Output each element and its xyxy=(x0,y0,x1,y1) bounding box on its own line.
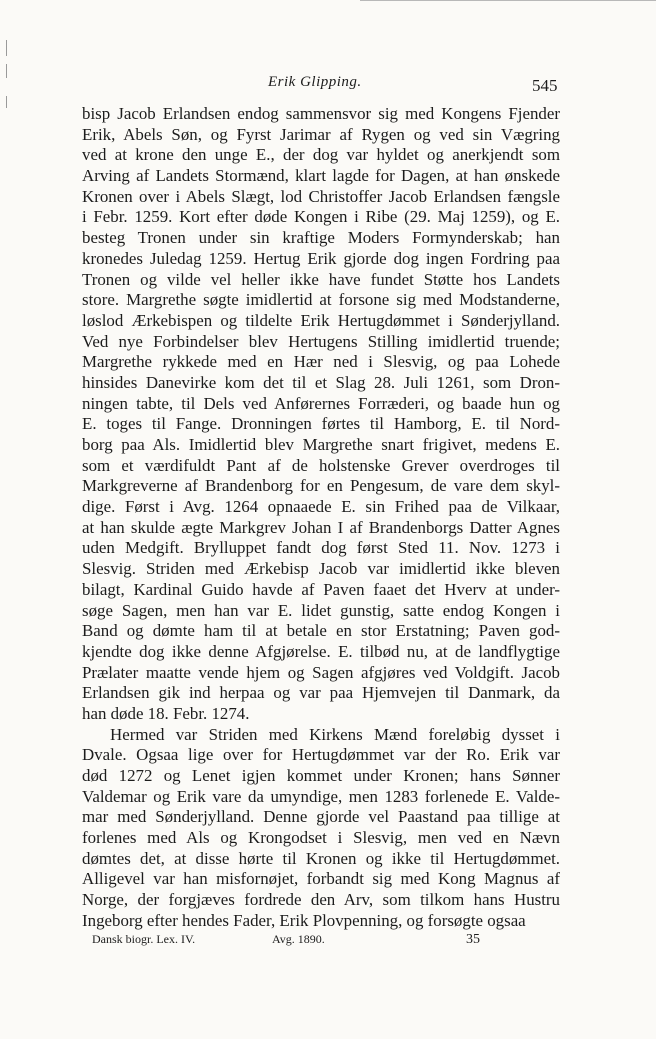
text-line: som et værdifuldt Pant af de holstenske Grever overdroges til xyxy=(82,455,560,475)
left-margin-mark xyxy=(6,40,7,56)
text-line: E. toges til Fange. Dronningen førtes til Hamborg, E. til Nord- xyxy=(82,414,560,434)
body-text xyxy=(82,104,560,932)
page-footer xyxy=(0,930,656,954)
text-line: at han skulde ægte Markgrev Johan I af Brandenborgs Datter Agnes xyxy=(82,517,560,537)
text-line: mar med Sønderjylland. Denne gjorde vel Paastand paa tillige at xyxy=(82,807,560,827)
text-line: Slesvig. Striden med Ærkebisp Jacob var imidlertid ikke bleven xyxy=(82,559,560,579)
top-edge-rule xyxy=(360,0,656,1)
running-title: Erik Glipping. xyxy=(268,74,362,90)
text-line: kjendte dog ikke denne Afgjørelse. E. tilbød nu, at de landflygtige xyxy=(82,641,560,661)
text-line: han døde 18. Febr. 1274. xyxy=(82,703,250,723)
text-line: bilagt, Kardinal Guido havde af Paven faaet det Hverv at under- xyxy=(82,579,560,599)
text-line: Markgreverne af Brandenborg for en Pengesum, de vare dem skyl- xyxy=(82,476,560,496)
text-line: ved at krone den unge E., der dog var hyldet og anerkjendt som xyxy=(82,145,560,165)
text-line: død 1272 og Lenet igjen kommet under Kronen; hans Sønner xyxy=(82,766,560,785)
text-line: borg paa Als. Imidlertid blev Margrethe snart frigivet, medens E. xyxy=(82,435,560,454)
text-line: Tronen og vilde vel heller ikke have fundet Støtte hos Landets xyxy=(82,269,560,289)
text-line: søge Sagen, men han var E. lidet gunstig, satte endog Kongen i xyxy=(82,600,560,620)
text-line: bisp Jacob Erlandsen endog sammensvor sig med Kongens Fjender xyxy=(82,104,560,123)
text-line: Band og dømte ham til at betale en stor Erstatning; Paven god- xyxy=(82,621,560,641)
text-line: Valdemar og Erik vare da umyndige, men 1283 forlenede E. Valde- xyxy=(82,786,560,806)
signature-mark: 35 xyxy=(466,932,480,947)
text-line: løslod Ærkebispen og tildelte Erik Hertugdømmet i Sønderjylland. xyxy=(82,310,560,330)
text-line: Alligevel var han misfornøjet, forbandt sig med Kong Magnus af xyxy=(82,869,560,889)
left-margin-mark xyxy=(6,96,7,108)
text-line: Erlandsen gik ind herpaa og var paa Hjemvejen til Danmark, da xyxy=(82,683,560,703)
text-line: forlenes med Als og Krongodset i Slesvig, men ved en Nævn xyxy=(82,828,560,848)
text-line: kronedes Juledag 1259. Hertug Erik gjorde dog ingen Fordring paa xyxy=(82,248,560,268)
text-line: Ingeborg efter hendes Fader, Erik Plovpenning, og forsøgte ogsaa xyxy=(82,910,526,930)
text-line: ningen tabte, til Dels ved Anførernes Forræderi, og baade hun og xyxy=(82,393,560,413)
text-line: Kronen over i Abels Slægt, lod Christoffer Jacob Erlandsen fængsle xyxy=(82,186,560,206)
text-line: hinsides Danevirke kom det til et Slag 28. Juli 1261, som Dron- xyxy=(82,372,560,392)
text-line: Prælater maatte vende hjem og Sagen afgjøres ved Voldgift. Jacob xyxy=(82,662,560,682)
text-line: dige. Først i Avg. 1264 opnaaede E. sin Frihed paa de Vilkaar, xyxy=(82,497,560,517)
text-line: Ved nye Forbindelser blev Hertugens Stilling imidlertid truende; xyxy=(82,331,560,351)
running-header xyxy=(0,72,656,96)
text-line: dømtes det, at disse hørte til Kronen og ikke til Hertugdømmet. xyxy=(82,848,560,868)
text-line: Margrethe rykkede med en Hær ned i Slesvig, og paa Lohede xyxy=(82,352,560,372)
footer-date: Avg. 1890. xyxy=(272,932,325,946)
text-line: Arving af Landets Stormænd, klart lagde for Dagen, at han ønskede xyxy=(82,166,560,186)
page-number: 545 xyxy=(532,76,558,95)
text-line: Dvale. Ogsaa lige over for Hertugdømmet var der Ro. Erik var xyxy=(82,745,560,765)
text-line: Hermed var Striden med Kirkens Mænd foreløbig dysset i xyxy=(110,724,560,744)
text-line: besteg Tronen under sin kraftige Moders Formynderskab; han xyxy=(82,228,560,248)
footer-source: Dansk biogr. Lex. IV. xyxy=(92,932,196,946)
text-line: Norge, der forgjæves fordrede den Arv, som tilkom hans Hustru xyxy=(82,890,560,910)
text-line: store. Margrethe søgte imidlertid at forsone sig med Modstanderne, xyxy=(82,290,560,310)
text-line: i Febr. 1259. Kort efter døde Kongen i Ribe (29. Maj 1259), og E. xyxy=(82,207,560,227)
text-line: uden Medgift. Brylluppet fandt dog først Sted 11. Nov. 1273 i xyxy=(82,538,560,558)
text-line: Erik, Abels Søn, og Fyrst Jarimar af Rygen og ved sin Vægring xyxy=(82,124,560,144)
